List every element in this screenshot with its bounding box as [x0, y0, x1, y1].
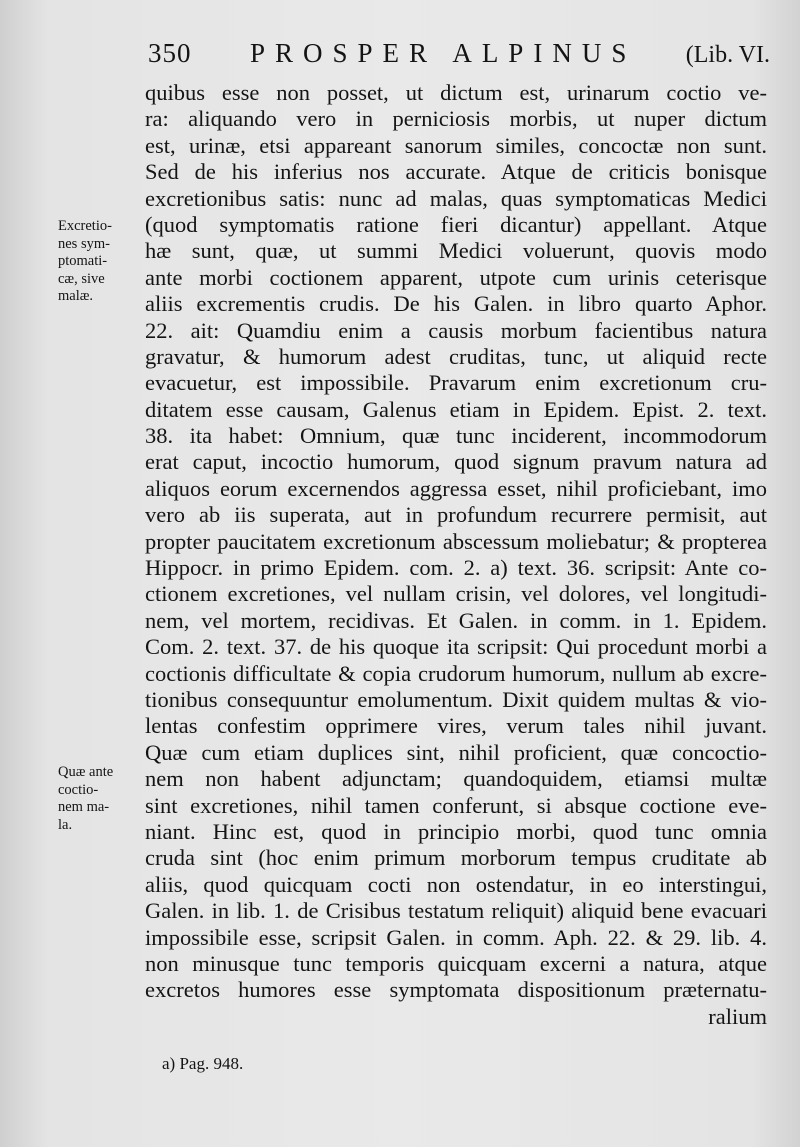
margin-note-line: ptomati-: [58, 253, 108, 269]
running-title: PROSPER ALPINUS: [250, 38, 637, 68]
text-line: nem, vel mortem, recidivas. Et Galen. in comm. in 1. Epidem.: [145, 607, 767, 633]
text-line: sint excretiones, nihil tamen conferunt, si absque coctione eve-: [145, 792, 767, 818]
text-line: cruda sint (hoc enim primum morborum tempus cruditate ab: [145, 845, 767, 871]
text-line: Galen. in lib. 1. de Crisibus testatum reliquit) aliquid bene evacuari: [145, 898, 767, 924]
margin-note-line: coctio-: [58, 781, 99, 798]
text-line: nem non habent adjunctam; quandoquidem, etiamsi multæ: [145, 766, 767, 792]
text-line: non minusque tunc temporis quicquam excerni a natura, atque: [145, 950, 767, 976]
margin-note-line: nes sym-: [58, 235, 110, 252]
text-line: (quod symptomatis ratione fieri dicantur) appellant. Atque: [145, 211, 767, 237]
text-line: evacuetur, est impossibile. Pravarum enim excretionum cru-: [145, 370, 767, 396]
margin-note-line: nem ma-: [58, 799, 110, 815]
text-line: impossibile esse, scripsit Galen. in comm. Aph. 22. & 29. lib. 4.: [145, 924, 767, 950]
text-line: 22. ait: Quamdiu enim a causis morbum facientibus natura: [145, 317, 767, 343]
body-text: [145, 80, 767, 1040]
text-line: est, urinæ, etsi appareant sanorum similes, concoctæ non sunt.: [145, 132, 767, 158]
text-line: propter paucitatem excretionum abscessum moliebatur; & propterea: [145, 528, 767, 554]
text-line: hæ sunt, quæ, ut summi Medici voluerunt, quovis modo: [145, 238, 767, 264]
text-line: ditatem esse causam, Galenus etiam in Epidem. Epist. 2. text.: [145, 396, 767, 422]
text-line: gravatur, & humorum adest cruditas, tunc, ut aliquid recte: [145, 343, 767, 369]
margin-note: [58, 218, 144, 306]
text-line: ctionem excretiones, vel nullam crisin, vel dolores, vel longitudi-: [145, 581, 767, 607]
page-number: 350: [148, 38, 192, 68]
text-line: excretos humores esse symptomata dispositionum præternatu-: [145, 977, 767, 1003]
footnote: a) Pag. 948.: [162, 1054, 244, 1073]
text-line: excretionibus satis: nunc ad malas, quas symptomaticas Medici: [145, 185, 767, 211]
text-line: 38. ita habet: Omnium, quæ tunc inciderent, incommodorum: [145, 423, 767, 449]
margin-note-line: malæ.: [58, 288, 94, 304]
text-line: ralium: [708, 1003, 767, 1029]
text-line: aliis excrementis crudis. De his Galen. in libro quarto Aphor.: [145, 291, 767, 317]
text-line: ra: aliquando vero in perniciosis morbis, ut nuper dictum: [145, 106, 767, 132]
text-line: vero ab iis superata, aut in profundum recurrere permisit, aut: [145, 502, 767, 528]
text-line: aliis, quod quicquam cocti non ostendatur, in eo interstingui,: [145, 871, 767, 897]
margin-note-line: la.: [58, 816, 73, 833]
book-reference: (Lib. VI.: [685, 42, 770, 68]
text-line: quibus esse non posset, ut dictum est, urinarum coctio ve-: [145, 80, 767, 105]
text-line: aliquos eorum excernendos aggressa esset, nihil proficiebant, imo: [145, 475, 767, 501]
margin-note-line: Quæ ante: [58, 764, 114, 780]
text-line: Quæ cum etiam duplices sint, nihil proficient, quæ concoctio-: [145, 739, 767, 765]
text-line: coctionis difficultate & copia crudorum humorum, nullum ab excre-: [145, 660, 767, 686]
text-line: lentas confestim opprimere vires, verum tales nihil juvant.: [145, 713, 767, 739]
text-line: Hippocr. in primo Epidem. com. 2. a) text. 36. scripsit: Ante co-: [145, 555, 767, 581]
text-line: niant. Hinc est, quod in principio morbi, quod tunc omnia: [145, 818, 767, 844]
text-line: erat caput, incoctio humorum, quod signum pravum natura ad: [145, 449, 767, 475]
page-header: [140, 36, 770, 76]
text-line: tionibus consequuntur emolumentum. Dixit quidem multas & vio-: [145, 686, 767, 712]
margin-note-line: cæ, sive: [58, 270, 105, 287]
margin-note: [58, 764, 144, 834]
text-line: ante morbi coctionem apparent, utpote cum urinis ceterisque: [145, 264, 767, 290]
margin-note-line: Excretio-: [58, 218, 112, 234]
text-line: Com. 2. text. 37. de his quoque ita scripsit: Qui procedunt morbi a: [145, 634, 767, 660]
text-line: Sed de his inferius nos accurate. Atque de criticis bonisque: [145, 159, 767, 185]
